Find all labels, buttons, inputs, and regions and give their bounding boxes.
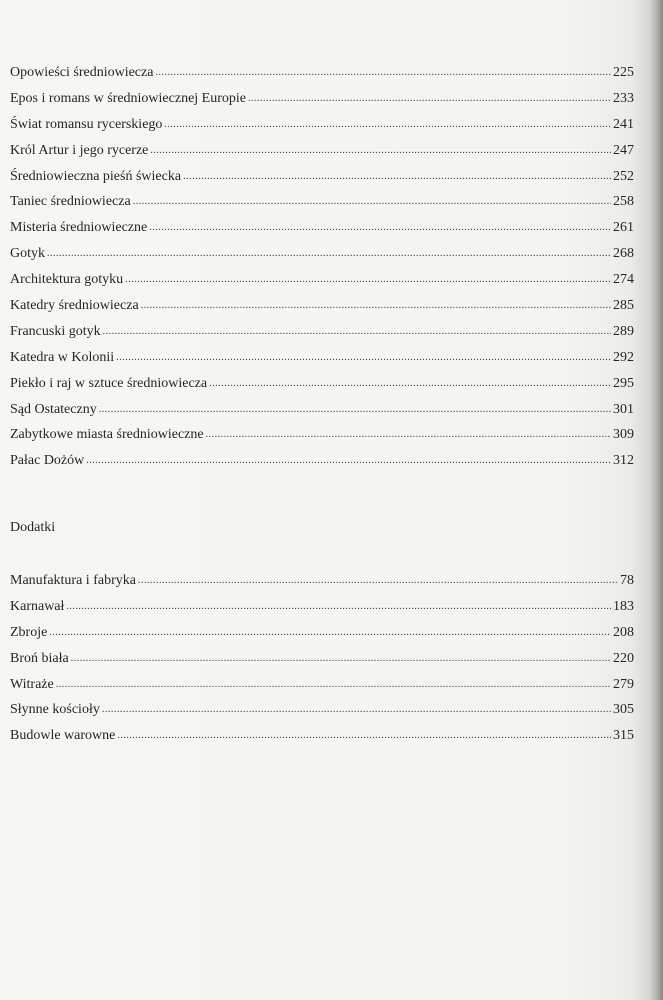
- appendix-entry-page: 305: [613, 702, 634, 718]
- appendix-entry-title: Budowle warowne: [10, 728, 116, 744]
- appendix-entry-page: 220: [613, 650, 634, 666]
- dot-leader: [150, 138, 611, 164]
- toc-entry: [10, 241, 634, 267]
- appendix-entry-page: 279: [613, 676, 634, 692]
- dot-leader: [49, 620, 611, 646]
- toc-entry-page: 274: [613, 272, 634, 288]
- dot-leader: [47, 241, 611, 267]
- appendix-entry-title: Broń biała: [10, 650, 69, 666]
- toc-entry: [10, 345, 634, 371]
- toc-entry: [10, 267, 634, 293]
- toc-entry-title: Świat romansu rycerskiego: [10, 116, 163, 132]
- toc-entry: [10, 215, 634, 241]
- toc-entry-page: 225: [613, 65, 634, 80]
- toc-entry-title: Piekło i raj w sztuce średniowiecza: [10, 375, 208, 391]
- appendix-entry-page: 78: [620, 573, 634, 588]
- dot-leader: [116, 345, 611, 371]
- toc-entry: [10, 422, 634, 448]
- dot-leader: [99, 397, 611, 423]
- toc-entry-title: Misteria średniowieczne: [10, 220, 148, 236]
- dot-leader: [71, 646, 611, 672]
- toc-entry-title: Francuski gotyk: [10, 323, 101, 339]
- dot-leader: [155, 60, 611, 86]
- dot-leader: [248, 86, 611, 112]
- toc-entry-page: 289: [613, 323, 634, 339]
- toc-entry: [10, 138, 634, 164]
- toc-entry: [10, 397, 634, 423]
- toc-entry-page: 258: [613, 194, 634, 210]
- appendix-entry: [10, 620, 634, 646]
- appendix-entry-title: Słynne kościoły: [10, 702, 100, 718]
- dot-leader: [133, 189, 611, 215]
- toc-entry-page: 285: [613, 298, 634, 314]
- toc-entry-page: 312: [613, 453, 634, 469]
- dot-leader: [209, 371, 611, 397]
- page-edge-shadow: [649, 0, 663, 1000]
- dot-leader: [206, 422, 611, 448]
- dot-leader: [56, 672, 611, 698]
- toc-entry-page: 301: [613, 401, 634, 417]
- toc-entry: [10, 319, 634, 345]
- dot-leader: [164, 112, 611, 138]
- toc-entry-title: Sąd Ostateczny: [10, 401, 97, 417]
- appendix-entry: [10, 646, 634, 672]
- appendix-entry-page: 208: [613, 624, 634, 640]
- dot-leader: [103, 319, 611, 345]
- toc-entry-page: 233: [613, 90, 634, 106]
- toc-entry-title: Taniec średniowiecza: [10, 194, 131, 210]
- appendix-entry-page: 183: [613, 598, 634, 614]
- toc-entry-page: 292: [613, 349, 634, 365]
- toc-entry-page: 295: [613, 375, 634, 391]
- table-of-contents: [10, 60, 634, 474]
- toc-entry-title: Opowieści średniowiecza: [10, 65, 154, 80]
- toc-entry-title: Katedry średniowiecza: [10, 298, 139, 314]
- toc-entry: [10, 60, 634, 86]
- toc-entry-title: Architektura gotyku: [10, 272, 124, 288]
- dot-leader: [183, 164, 611, 190]
- toc-entry: [10, 448, 634, 474]
- appendix-entry-title: Witraże: [10, 676, 54, 692]
- toc-entry: [10, 86, 634, 112]
- toc-entry-page: 261: [613, 220, 634, 236]
- dot-leader: [149, 215, 611, 241]
- toc-entry-page: 309: [613, 427, 634, 443]
- toc-entry: [10, 293, 634, 319]
- appendix-heading: Dodatki: [10, 520, 56, 535]
- toc-entry: [10, 189, 634, 215]
- toc-entry-title: Epos i romans w średniowiecznej Europie: [10, 90, 246, 106]
- appendix-entry: [10, 568, 634, 594]
- toc-entry-page: 252: [613, 168, 634, 184]
- toc-entry: [10, 112, 634, 138]
- appendix-entry: [10, 697, 634, 723]
- toc-entry-title: Średniowieczna pieśń świecka: [10, 168, 182, 184]
- appendix-entry-title: Karnawał: [10, 598, 65, 614]
- dot-leader: [102, 697, 611, 723]
- dot-leader: [86, 448, 611, 474]
- appendix-entry-page: 315: [613, 728, 634, 744]
- dot-leader: [125, 267, 611, 293]
- appendix-entry: [10, 594, 634, 620]
- appendix-entry: [10, 723, 634, 749]
- toc-entry-title: Pałac Dożów: [10, 453, 85, 469]
- toc-entry: [10, 164, 634, 190]
- dot-leader: [66, 594, 611, 620]
- appendix-entry-title: Zbroje: [10, 624, 48, 640]
- toc-entry-title: Król Artur i jego rycerze: [10, 142, 149, 158]
- toc-entry-page: 268: [613, 246, 634, 262]
- toc-entry-title: Zabytkowe miasta średniowieczne: [10, 427, 204, 443]
- toc-entry-page: 241: [613, 116, 634, 132]
- appendix-entry-title: Manufaktura i fabryka: [10, 573, 136, 588]
- toc-entry-page: 247: [613, 142, 634, 158]
- appendix-list: [10, 568, 634, 749]
- dot-leader: [141, 293, 611, 319]
- toc-entry: [10, 371, 634, 397]
- appendix-entry: [10, 672, 634, 698]
- toc-entry-title: Katedra w Kolonii: [10, 349, 115, 365]
- dot-leader: [138, 568, 618, 594]
- dot-leader: [117, 723, 611, 749]
- toc-entry-title: Gotyk: [10, 246, 45, 262]
